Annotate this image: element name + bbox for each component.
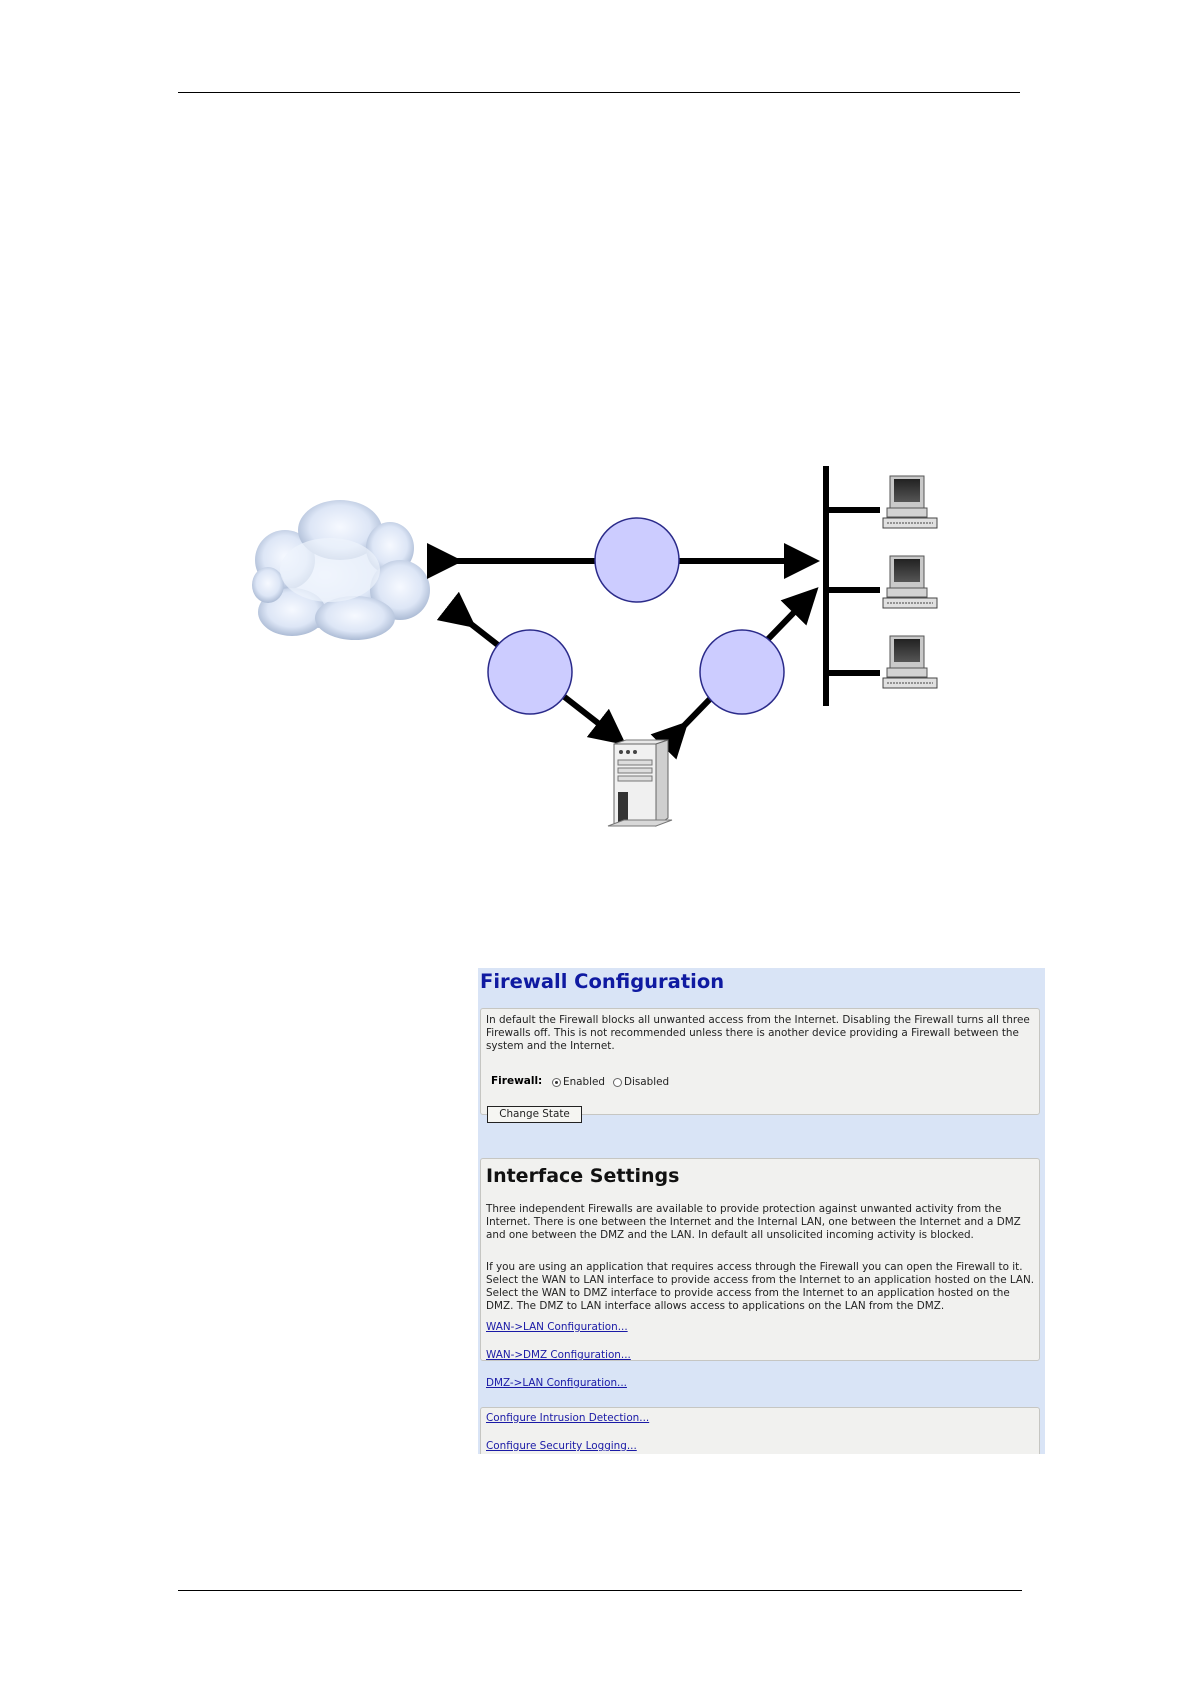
interface-paragraph-2: If you are using an application that requires access through the Firewall you can open the Firewall to it. Select the WAN to LAN interface to provide access from the Internet to an application hosted on the LAN. Select the WAN to DMZ interface to provide access from the Internet to an application hosted on the DMZ. The DMZ to LAN interface allows access to applications on the LAN from the DMZ. [486,1261,1035,1312]
change-state-button[interactable]: Change State [487,1106,582,1123]
wan-dmz-config-link[interactable]: WAN->DMZ Configuration... [486,1349,631,1361]
pc-icon [883,476,937,528]
dmz-lan-config-link[interactable]: DMZ->LAN Configuration... [486,1377,627,1389]
interface-settings-title: Interface Settings [486,1165,680,1187]
radio-enabled-label[interactable]: Enabled [563,1076,605,1088]
firewall-circle-left [488,630,572,714]
firewall-label: Firewall: [491,1075,543,1087]
server-icon [608,740,672,826]
wan-lan-config-link[interactable]: WAN->LAN Configuration... [486,1321,628,1333]
firewall-state-panel [480,1008,1040,1120]
intrusion-detection-link[interactable]: Configure Intrusion Detection... [486,1412,650,1424]
radio-disabled-label[interactable]: Disabled [624,1076,670,1088]
cloud-icon [252,500,430,640]
lan-bus [826,466,880,706]
firewall-circle-top [595,518,679,602]
interface-settings-panel [480,1158,1040,1389]
security-logging-link[interactable]: Configure Security Logging... [486,1440,637,1452]
radio-disabled[interactable] [613,1078,622,1087]
pc-icon [883,556,937,608]
firewall-circle-right [700,630,784,714]
security-links-panel [480,1407,1040,1454]
interface-paragraph-1: Three independent Firewalls are available to provide protection against unwanted activity from the Internet. There is one between the Internet and the Internal LAN, one between the Internet and a DMZ and one between the DMZ and the LAN. In default all unsolicited incoming activity is blocked. [486,1203,1021,1241]
firewall-config-title: Firewall Configuration [480,970,725,993]
pc-icon [883,636,937,688]
firewall-intro-text: In default the Firewall blocks all unwanted access from the Internet. Disabling the Firewall turns all three Firewalls off. This is not recommended unless there is another device providing a Firewall between the system and the Internet. [486,1014,1030,1052]
firewall-config-screenshot [478,968,1045,1454]
radio-enabled[interactable] [552,1078,561,1087]
